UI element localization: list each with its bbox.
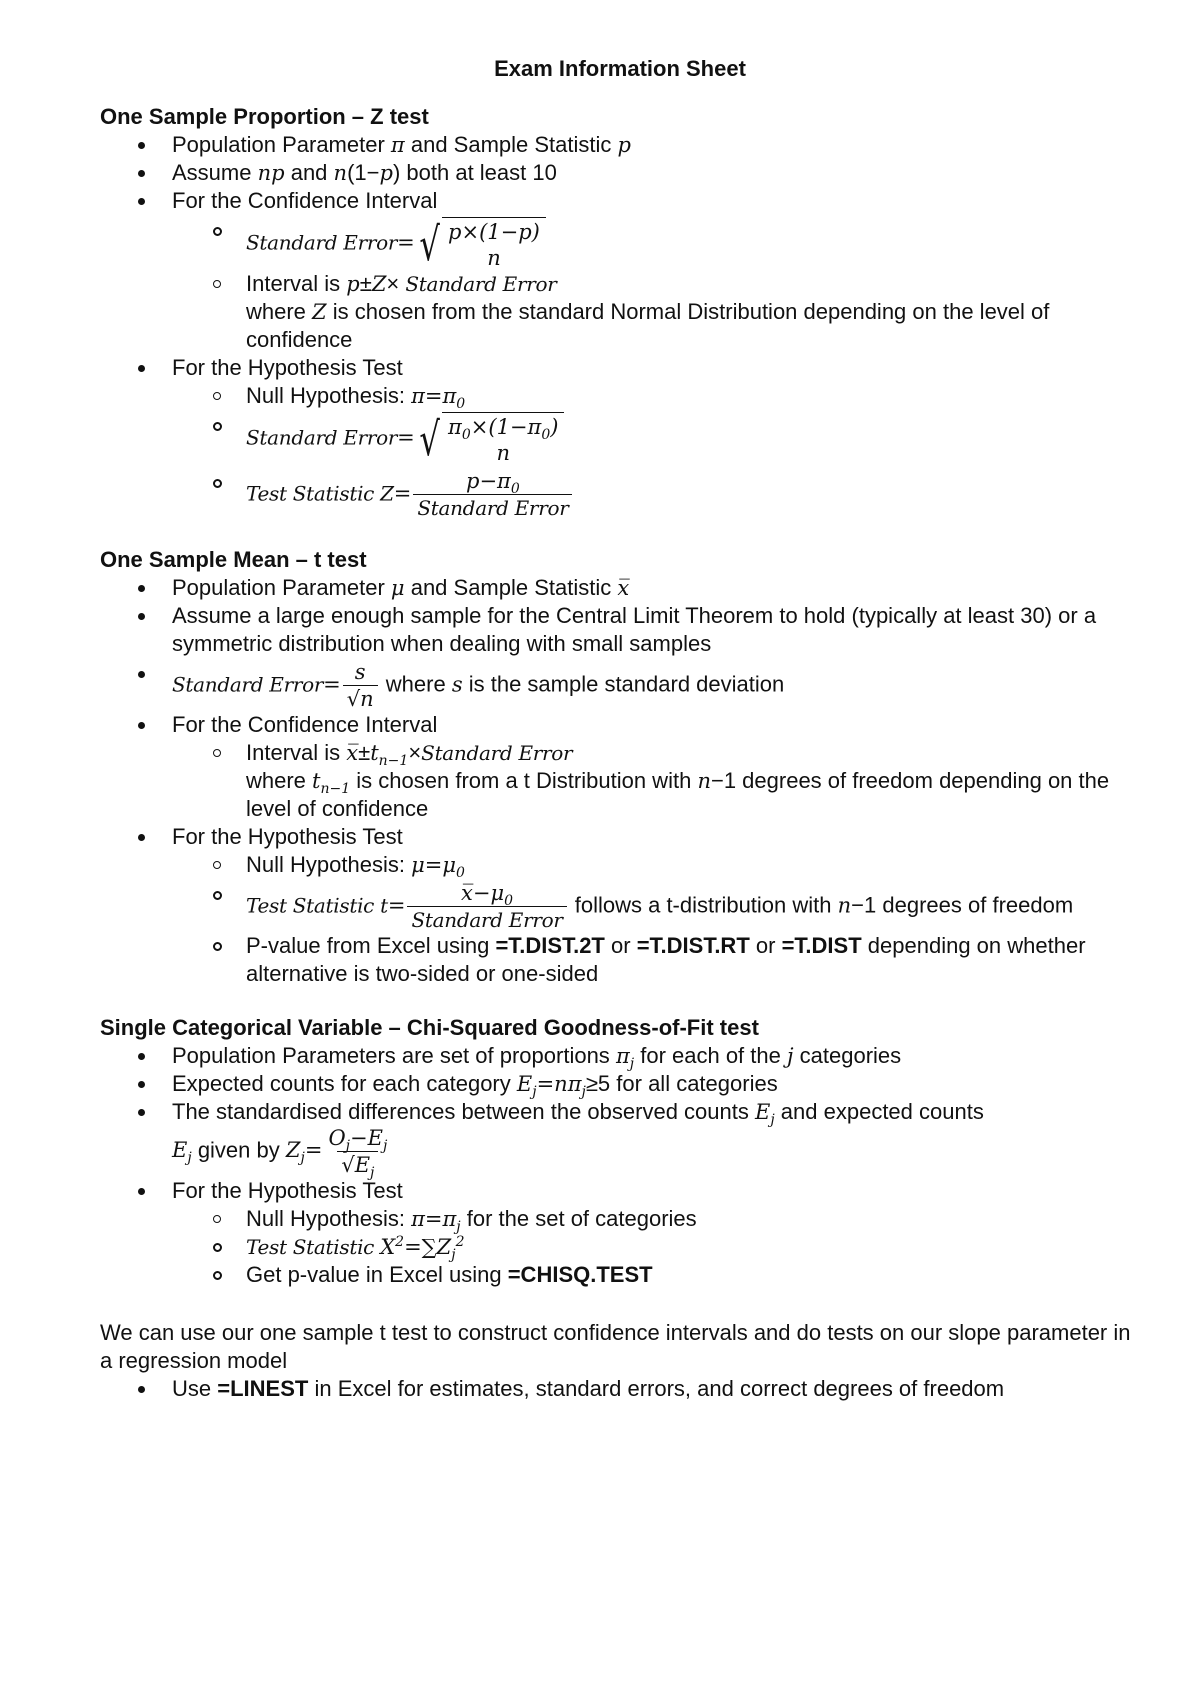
section-heading-mean: One Sample Mean – t test bbox=[100, 547, 367, 572]
formula-standard-error-null: Standard Error= √ $\pi_0\times(1-\pi_0)$ n bbox=[100, 412, 1140, 465]
list-item: Population Parameter π and Sample Statistic p bbox=[100, 131, 1140, 159]
formula-standard-error-mean: Standard Error= $\frac{s}{√n}$ where s is the sample standard deviation bbox=[100, 660, 1140, 711]
list-item: For the Confidence Interval bbox=[100, 187, 1140, 215]
section-heading-chi-squared: Single Categorical Variable – Chi-Squared Goodness-of-Fit test bbox=[100, 1015, 759, 1040]
list-item: For the Hypothesis Test bbox=[100, 1177, 1140, 1205]
document-page bbox=[100, 55, 1140, 1403]
section-mean-list bbox=[100, 574, 1140, 988]
formula-null-hypothesis: Null Hypothesis: $\pi=\pi_0$ bbox=[100, 382, 1140, 410]
list-item: The standardised differences between the observed counts $E_j$ and expected counts $E_j$ given by $Z_j=$ $\frac{O_j-E_j}{√E_j}$ bbox=[100, 1098, 1140, 1177]
list-item: For the Confidence Interval bbox=[100, 711, 1140, 739]
formula-interval-t: Interval is $x̅\pm t_{n-1}\times Standard$ Error where $t_{n-1}$ is chosen from a t Distribution with n−1 degrees of freedom depending on the level of confidence bbox=[100, 739, 1140, 823]
list-item: Population Parameters are set of proportions $\pi_j$ for each of the j categories bbox=[100, 1042, 1140, 1070]
list-item: Expected counts for each category $E_j=n\pi_j\ge 5$ for all categories bbox=[100, 1070, 1140, 1098]
formula-test-statistic-z: Test Statistic Z= $\frac{p-\pi_0}{\text{Standard Error}}$ bbox=[100, 469, 1140, 520]
pvalue-excel-chi: Get p-value in Excel using =CHISQ.TEST bbox=[100, 1261, 1140, 1289]
section-chi-squared-list bbox=[100, 1042, 1140, 1289]
list-item: Population Parameter μ and Sample Statistic x̅ bbox=[100, 574, 1140, 602]
section-proportion-list bbox=[100, 131, 1140, 520]
formula-standard-error: Standard Error= √ p×(1−p) n bbox=[100, 217, 1140, 270]
list-item: Assume np and n(1−p) both at least 10 bbox=[100, 159, 1140, 187]
formula-null-hypothesis-mean: Null Hypothesis: $\mu=\mu_0$ bbox=[100, 851, 1140, 879]
list-item: For the Hypothesis Test bbox=[100, 354, 1140, 382]
list-item: Use =LINEST in Excel for estimates, standard errors, and correct degrees of freedom bbox=[100, 1375, 1140, 1403]
pvalue-excel-t: P-value from Excel using =T.DIST.2T or =T.DIST.RT or =T.DIST depending on whether alternative is two-sided or one-sided bbox=[100, 932, 1140, 988]
formula-null-hypothesis-chi: Null Hypothesis: $\pi=\pi_j$ for the set of categories bbox=[100, 1205, 1140, 1233]
section-heading-proportion: One Sample Proportion – Z test bbox=[100, 104, 429, 129]
page-title: Exam Information Sheet bbox=[494, 56, 746, 81]
list-item: For the Hypothesis Test bbox=[100, 823, 1140, 851]
closing-list bbox=[100, 1375, 1140, 1403]
formula-test-statistic-t: Test Statistic t= $\frac{x̅-\mu_0}{\text{Standard Error}}$ follows a t-distribution with n−1 degrees of freedom bbox=[100, 881, 1140, 932]
formula-test-statistic-chi: Test Statistic $X^2=\sum Z_j^2$ bbox=[100, 1233, 1140, 1261]
list-item: Assume a large enough sample for the Central Limit Theorem to hold (typically at least 30) or a symmetric distribution when dealing with small samples bbox=[100, 602, 1140, 658]
formula-interval: Interval is p±Z× Standard Error where Z is chosen from the standard Normal Distribution depending on the level of confidence bbox=[100, 270, 1140, 354]
closing-paragraph: We can use our one sample t test to construct confidence intervals and do tests on our slope parameter in a regression model bbox=[100, 1320, 1131, 1373]
